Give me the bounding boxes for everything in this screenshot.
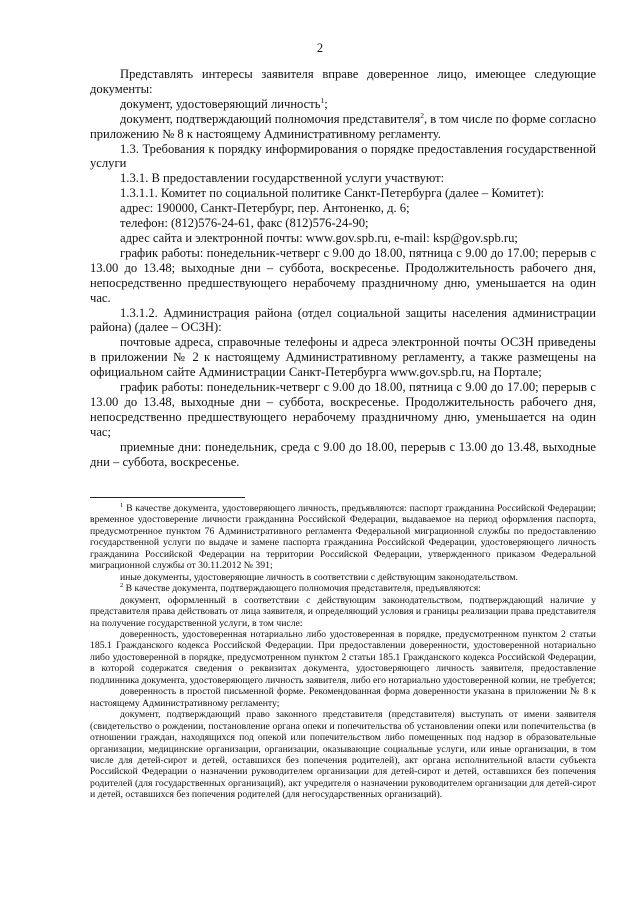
section-heading-1-3: 1.3. Требования к порядку информирования о порядке предоставления государственной услуги <box>90 141 596 171</box>
footnote-2-marker: 2 <box>120 582 124 590</box>
paragraph-1-3-1: 1.3.1. В предоставлении государственной услуги участвуют: <box>120 171 445 186</box>
footnote-2-item-simple-form: доверенность в простой письменной форме. Рекомендованная форма доверенности указана в приложении № 8 к настоящему Административному регламенту; <box>90 686 596 709</box>
footnote-2: $^2$ В качестве документа, подтверждающего полномочия представителя, предъявляются: <box>120 582 481 595</box>
footnotes <box>90 503 596 801</box>
footnote-1: $^1$ В качестве документа, удостоверяющего личность, предъявляются: паспорт гражданина Российской Федерации; временное удостоверение личности гражданина Российской Федерации, выдаваемое на период оформления паспорта, предусмотренное пунктом 76 Административного регламента Федеральной миграционной службы по предоставлению государственной услуги по выдаче и замене паспорта гражданина Российской Федерации, удостоверяющего личность гражданина Российской Федерации на территории Российской Федерации, утвержденного приказом Федеральной миграционной службы от 30.11.2012 № 391; <box>90 502 596 572</box>
footnote-1-marker: 1 <box>120 502 124 509</box>
paragraph-representatives-intro: Представлять интересы заявителя вправе доверенное лицо, имеющее следующие документы: <box>90 67 596 96</box>
paragraph-1-3-1-1: 1.3.1.1. Комитет по социальной политике Санкт-Петербурга (далее – Комитет): <box>120 186 545 201</box>
committee-website-email: адрес сайта и электронной почты: www.gov.spb.ru, e-mail: ksp@gov.spb.ru; <box>120 230 518 245</box>
oszn-addresses: почтовые адреса, справочные телефоны и адреса электронной почты ОСЗН приведены в приложении № 2 к настоящему Административному регламенту, а также размещены на официальном сайте Администрации Санкт-Петербурга www.gov.spb.ru, на Портале; <box>90 335 596 380</box>
footnote-1-continued: иные документы, удостоверяющие личность в соответствии с действующим законодательством. <box>120 571 518 583</box>
paragraph-identity-document: документ, удостоверяющий личность$^1$; <box>120 95 328 111</box>
paragraph-authority-document: документ, подтверждающий полномочия представителя$^2$, в том числе по форме согласно приложению № 8 к настоящему Административному регламенту. <box>90 110 596 141</box>
committee-schedule: график работы: понедельник-четверг с 9.00 до 18.00, пятница с 9.00 до 17.00; перерыв с 13.00 до 13.48; выходные дни – суббота, воскресенье. Продолжительность рабочего дня, непосредственно предшествующего нерабочему праздничному дню, уменьшается на один час. <box>90 245 596 305</box>
page-number: 2 <box>316 41 324 55</box>
footnote-ref-2: 2 <box>420 110 424 120</box>
footnote-2-item-notarized: доверенность, удостоверенная нотариально либо удостоверенная в порядке, предусмотренном пунктом 2 статьи 185.1 Гражданского кодекса Российской Федерации. При предоставлении доверенности, удостоверенной нотариально либо удостоверенной в порядке, предусмотренном пунктом 2 статьи 185.1 Гражданского кодекса Российской Федерации, в которой содержатся сведения о реквизитах документа, удостоверяющего личность заявителя, предоставление подлинника документа, удостоверяющего личность заявителя, либо его нотариально удостоверенной копии, не требуется; <box>90 628 596 686</box>
committee-address: адрес: 190000, Санкт-Петербург, пер. Антоненко, д. 6; <box>120 201 410 216</box>
committee-phone: телефон: (812)576-24-61, факс (812)576-24-90; <box>120 216 369 231</box>
oszn-schedule: график работы: понедельник-четверг с 9.00 до 18.00, пятница с 9.00 до 17.00; перерыв с 13.00 до 13.48, выходные дни – суббота, воскресенье. Продолжительность рабочего дня, непосредственно предшествующего нерабочему праздничному дню, уменьшается на один час; <box>90 380 596 439</box>
paragraph-1-3-1-2: 1.3.1.2. Администрация района (отдел социальной защиты населения администрации района) (далее – ОСЗН): <box>90 305 596 335</box>
main-text <box>90 67 596 469</box>
footnote-2-item-legal-representative: документ, подтверждающий право законного представителя (представителя) выступать от имени заявителя (свидетельство о рождении, постановление органа опеки и попечительства об установлении опеки или попечительства (в отношении граждан, находящихся под опекой или попечительством либо помещенных под надзор в образовательные организации, медицинские организации, организации, оказывающие социальные услуги, или иные организации, в том числе для детей-сирот и детей, оставшихся без попечения родителей), акт органа исполнительной власти субъекта Российской Федерации о назначении руководителем организации для детей-сирот и детей, оставшихся без попечения родителей (для государственных организаций), акт учредителя о назначении руководителем организации для детей-сирот и детей, оставшихся без попечения родителей (для негосударственных организаций). <box>90 709 596 801</box>
footnote-separator <box>90 497 245 498</box>
oszn-reception-days: приемные дни: понедельник, среда с 9.00 до 18.00, перерыв с 13.00 до 13.48, выходные дни – суббота, воскресенье. <box>90 439 596 469</box>
footnote-2-item-document: документ, оформленный в соответствии с действующим законодательством, подтверждающий наличие у представителя права действовать от лица заявителя, и определяющий условия и границы реализации права представителя на получение государственной услуги, в том числе: <box>90 594 596 629</box>
footnote-ref-1: 1 <box>320 95 325 105</box>
